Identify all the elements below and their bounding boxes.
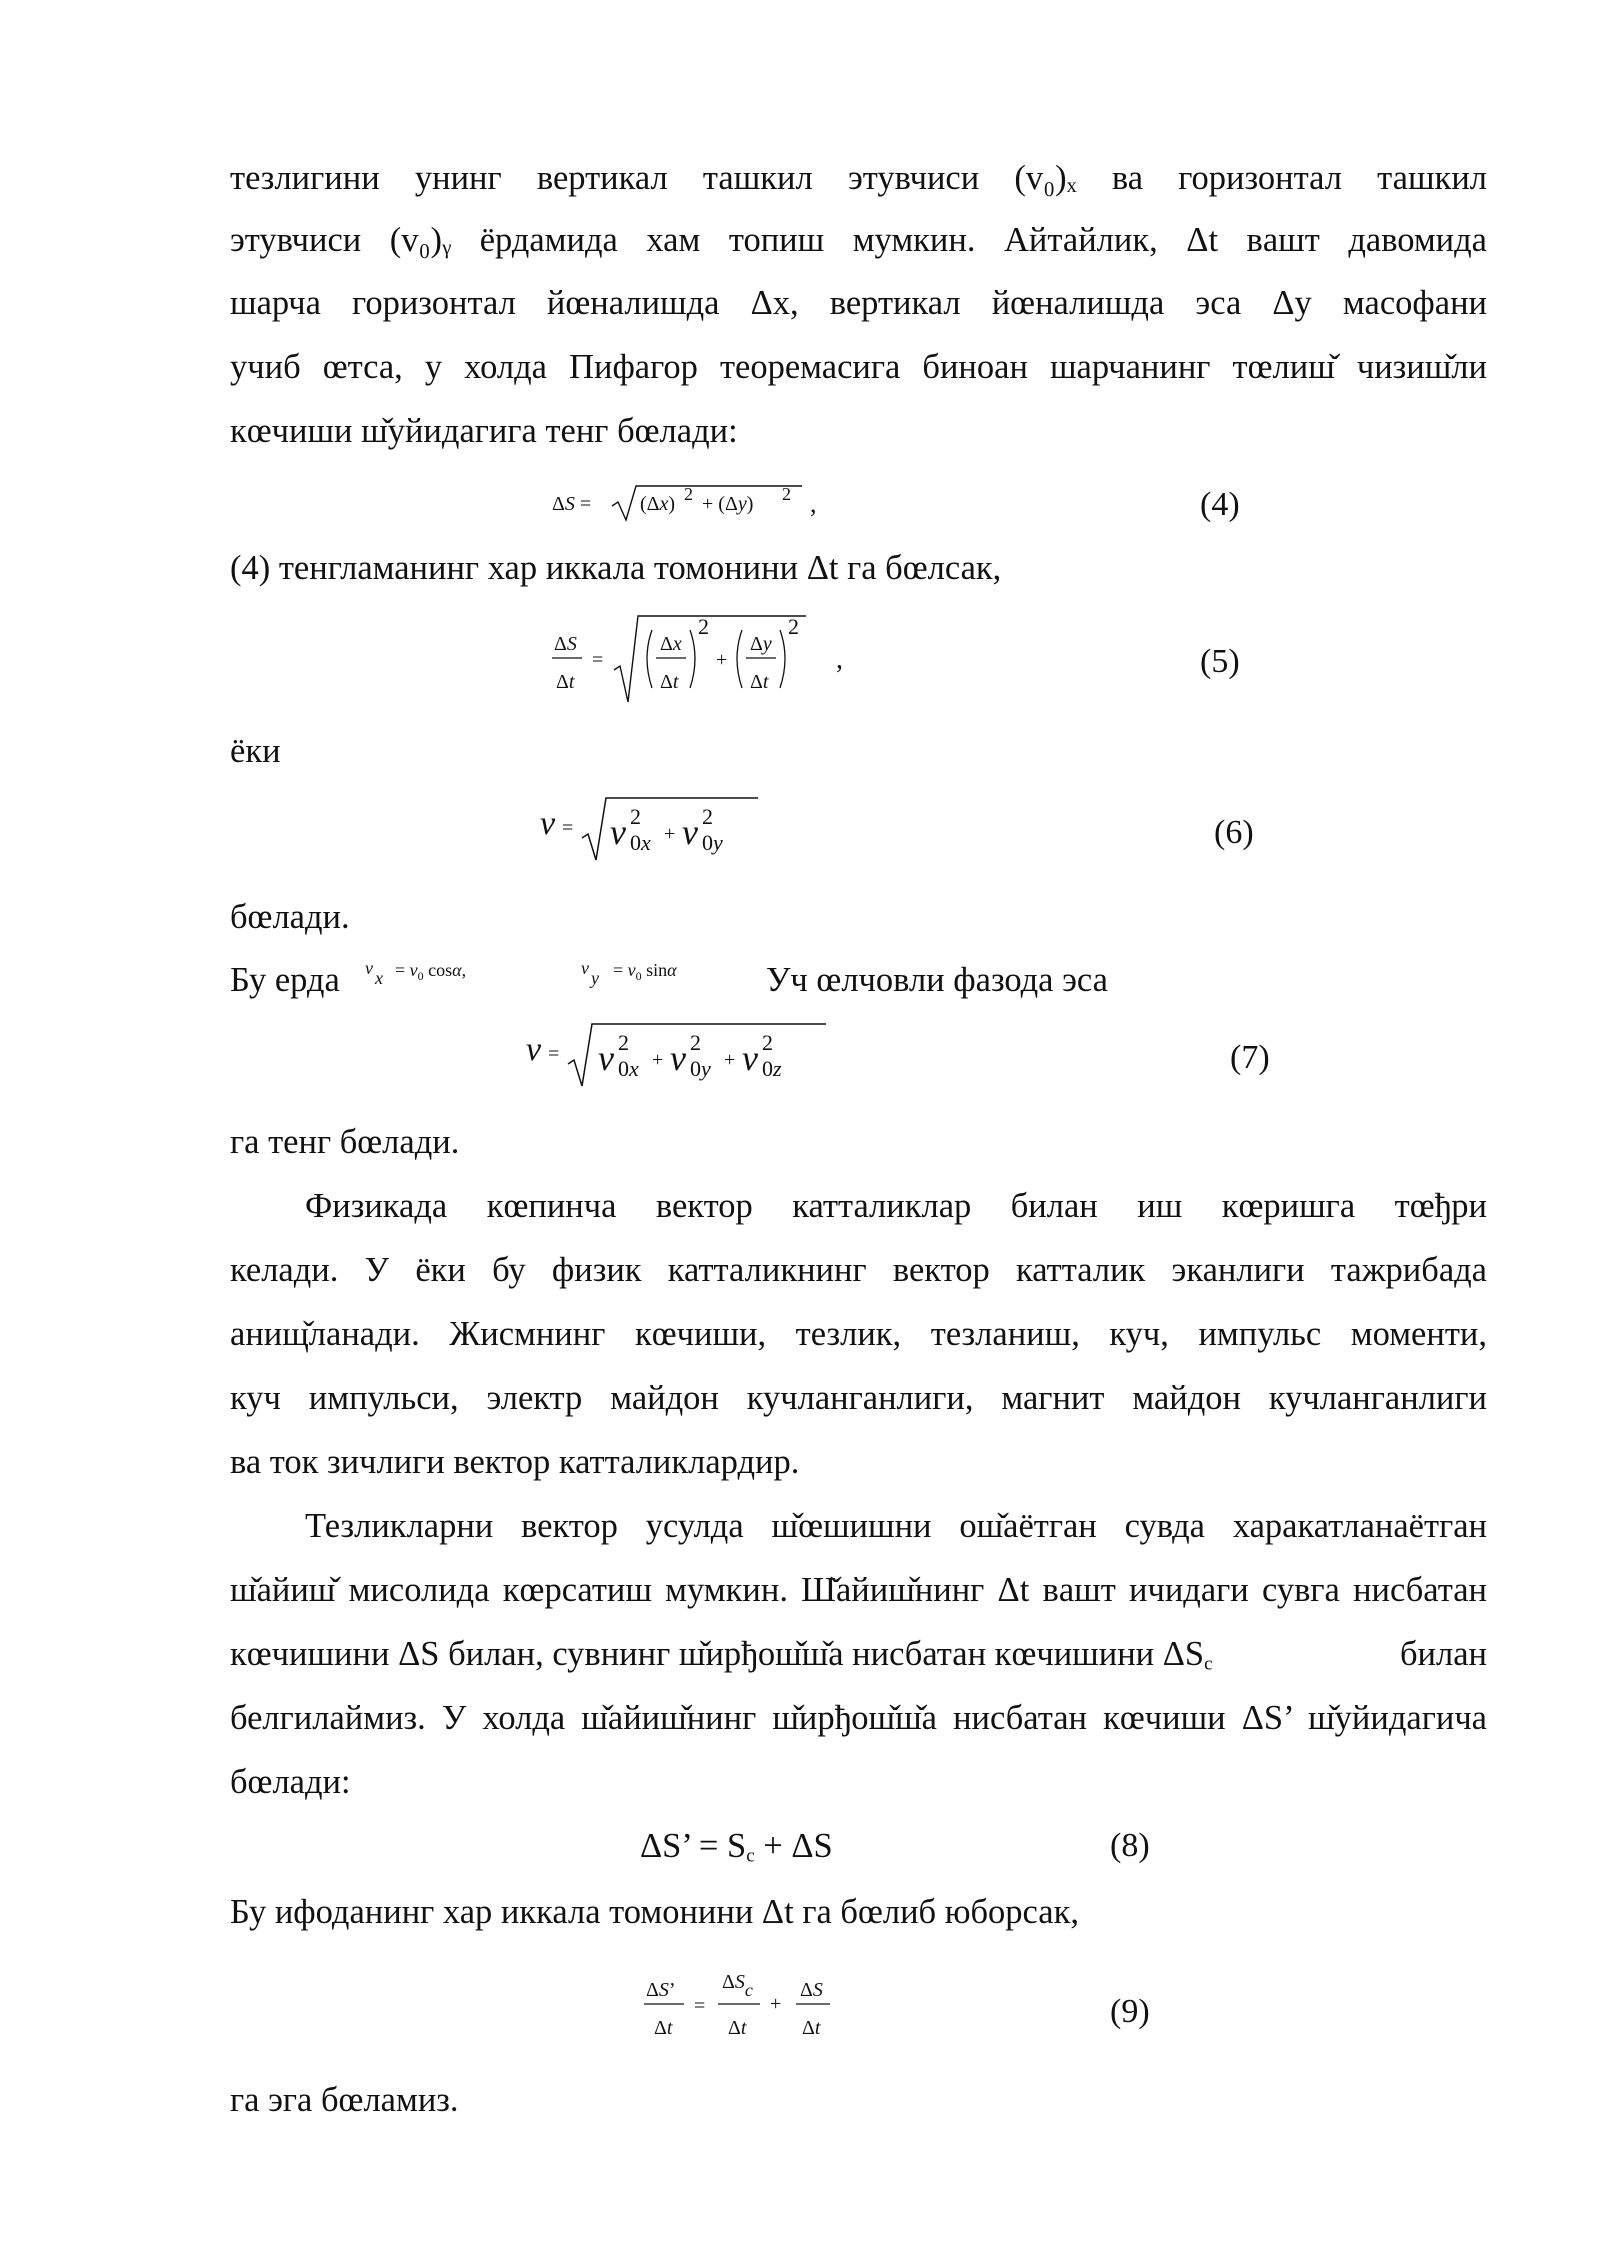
svg-text:x: x	[375, 968, 383, 988]
equation-7	[524, 1012, 844, 1094]
svg-text:=: =	[548, 1043, 560, 1065]
paragraph-3-line-5: бœлади:	[230, 1763, 351, 1801]
svg-text:2: 2	[762, 1030, 773, 1055]
bu-yerda-tail: Уч œлчовли фазода эса	[766, 961, 1108, 999]
svg-text:=: =	[562, 817, 574, 839]
svg-text:+: +	[770, 1993, 782, 2015]
svg-text:2: 2	[618, 1030, 629, 1055]
svg-text:2: 2	[788, 614, 799, 639]
paragraph-3-line-3-text: кœчишини ΔS билан, сувнинг ш̌ирђош̌ш̌а нисбатан кœчишини ΔS	[230, 1635, 1205, 1673]
svg-text:v: v	[742, 1038, 758, 1078]
equation-4-number: (4)	[1200, 486, 1240, 523]
svg-text:Δt: Δt	[728, 2017, 747, 2039]
svg-text:ΔS =: ΔS =	[552, 493, 592, 515]
paragraph-1-line-1: тезлигини унинг вертикал ташкил этувчиси (v₀)ₓ ва горизонтал ташкил	[230, 159, 1487, 197]
paragraph-1-line-4: учиб œтса, у холда Пифагор теоремасига биноан шарчанинг тœлиш̌ чизиш̌ли	[230, 348, 1487, 386]
svg-text:y: y	[591, 968, 599, 988]
svg-text:2: 2	[782, 484, 791, 504]
equation-8-rhs: + ΔS	[763, 1827, 833, 1865]
paragraph-1-line-5: кœчиши ш̌уйидагига тенг бœлади:	[230, 412, 738, 450]
svg-text:v: v	[540, 805, 556, 842]
svg-text:0y: 0y	[690, 1056, 711, 1081]
equation-8-lhs: ΔS’ = S	[640, 1827, 747, 1865]
equation-6	[538, 788, 778, 868]
svg-text:2: 2	[630, 804, 641, 829]
svg-text:0x: 0x	[618, 1056, 639, 1081]
svg-text:ΔS’: ΔS’	[646, 1979, 676, 2001]
svg-text:= v0 sinα: = $v_0$ sinα	[613, 960, 677, 983]
svg-text:v: v	[581, 958, 589, 978]
bu-yerda-lead: Бу ерда	[230, 961, 340, 999]
svg-text:,: ,	[810, 489, 817, 518]
svg-text:ΔS: ΔS	[554, 633, 577, 655]
equation-7-number: (7)	[1230, 1039, 1270, 1076]
boladi-text: бœлади.	[230, 898, 350, 936]
paragraph-2-line-4: куч импульси, электр майдон кучланганлиги, магнит майдон кучланганлиги	[230, 1379, 1487, 1417]
paragraph-1-line-2: этувчиси (v₀)ᵧ ёрдамида хам топиш мумкин. Айтайлик, Δt вaшт давомида	[230, 221, 1487, 259]
svg-text:v: v	[598, 1038, 614, 1078]
svg-text:2: 2	[684, 484, 693, 504]
svg-text:v: v	[365, 958, 373, 978]
after-eq8-text: Бу ифоданинг хар иккала томонини Δt га бœлиб юборсак,	[230, 1893, 1079, 1931]
equation-9-number: (9)	[1110, 1993, 1150, 2030]
ga-teng-text: га тенг бœлади.	[230, 1123, 460, 1161]
svg-text:v: v	[526, 1031, 542, 1068]
svg-text:+ (Δy): + (Δy)	[702, 493, 754, 515]
svg-text:ΔSc: ΔSc	[722, 1971, 753, 2000]
svg-text:= v0 cosα,: = $v_0$ cosα,	[395, 960, 467, 983]
svg-text:+: +	[652, 1049, 664, 1071]
svg-text:v: v	[610, 812, 626, 852]
svg-text:Δt: Δt	[654, 2017, 673, 2039]
paragraph-1-line-3: шарча горизонтал йœналишда Δx, вертикал йœналишда эса Δy масофани	[230, 284, 1487, 322]
paragraph-2-line-5: ва ток зичлиги вектор катталиклардир.	[230, 1443, 800, 1481]
svg-text:ΔS: ΔS	[800, 1979, 823, 2001]
paragraph-3-line-1: Тезликларни вектор усулда ш̌œшишни ош̌аётган сувда харакатланаётган	[305, 1507, 1487, 1545]
equation-8-subscript: c	[746, 1845, 755, 1867]
paragraph-3-line-3-main	[230, 1634, 1213, 1685]
after-eq4-text: (4) тенгламанинг хар иккала томонини Δt га бœлсак,	[230, 549, 1002, 587]
svg-text:Δy: Δy	[750, 633, 772, 655]
paragraph-2-line-3: анищ̌ланади. Жисмнинг кœчиши, тезлик, тезланиш, куч, импульс моменти,	[230, 1315, 1487, 1353]
svg-text:,: ,	[836, 644, 843, 675]
equation-4	[548, 478, 848, 528]
equation-5-number: (5)	[1200, 643, 1240, 680]
svg-text:0x: 0x	[630, 830, 651, 855]
svg-text:Δt: Δt	[802, 2017, 821, 2039]
equation-8-number: (8)	[1110, 1827, 1150, 1864]
svg-text:2: 2	[690, 1030, 701, 1055]
svg-text:+: +	[664, 823, 676, 845]
svg-text:2: 2	[702, 804, 713, 829]
equation-5	[548, 612, 868, 712]
paragraph-3-line-4: белгилаймиз. У холда ш̌айиш̌нинг ш̌ирђош̌ш̌а нисбатан кœчиши ΔS’ ш̌уйидагича	[230, 1699, 1487, 1737]
paragraph-2-line-2: келади. У ёки бу физик катталикнинг вектор катталик эканлиги тажрибада	[230, 1251, 1487, 1289]
equation-8	[640, 1826, 833, 1877]
svg-text:v: v	[682, 812, 698, 852]
svg-text:2: 2	[698, 614, 709, 639]
svg-text:0z: 0z	[762, 1056, 782, 1081]
svg-text:+: +	[716, 649, 728, 671]
equation-6-number: (6)	[1214, 814, 1254, 851]
svg-text:=: =	[694, 1995, 706, 2017]
svg-text:Δx: Δx	[660, 633, 682, 655]
svg-text:Δt: Δt	[750, 671, 769, 693]
paragraph-3-line-3	[230, 1634, 1487, 1685]
paragraph-3-line-3-tail: билан	[1399, 1635, 1487, 1673]
final-text: га эга бœламиз.	[230, 2081, 459, 2119]
paragraph-3-line-3-subscript: c	[1204, 1653, 1213, 1675]
svg-text:(Δx): (Δx)	[640, 493, 676, 515]
svg-text:0y: 0y	[702, 830, 723, 855]
equation-9	[640, 1958, 860, 2048]
paragraph-2-line-1: Физикада кœпинча вектор катталиклар билан иш кœришга тœђри	[305, 1187, 1487, 1225]
svg-text:+: +	[724, 1049, 736, 1071]
yoki-text: ёки	[230, 732, 281, 770]
svg-text:Δt: Δt	[556, 671, 575, 693]
velocity-components-formula	[355, 954, 755, 998]
paragraph-3-line-2: ш̌айиш̌ мисолида кœрсатиш мумкин. Ш̌айиш̌нинг Δt вaшт ичидаги сувга нисбатан	[230, 1571, 1487, 1609]
svg-text:v: v	[670, 1038, 686, 1078]
svg-text:Δt: Δt	[660, 671, 679, 693]
svg-text:=: =	[592, 649, 604, 671]
